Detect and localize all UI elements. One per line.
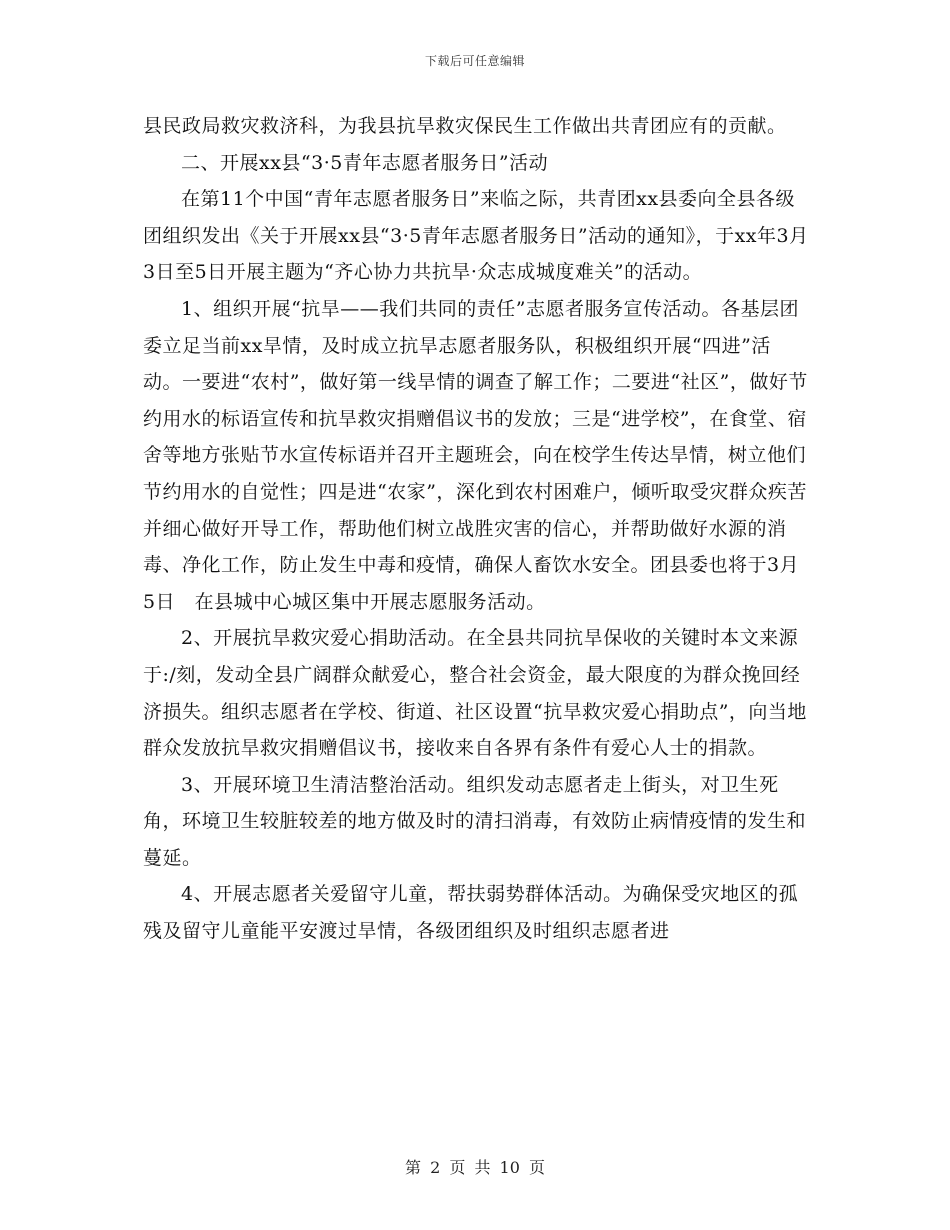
document-body <box>143 108 809 950</box>
paragraph: 2、开展抗旱救灾爱心捐助活动。在全县共同抗旱保收的关键时本文来源于:/刻，发动全县广阔群众献爱心，整合社会资金，最大限度的为群众挽回经济损失。组织志愿者在学校、街道、社区设置“抗旱救灾爱心捐助点”，向当地群众发放抗旱救灾捐赠倡议书，接收来自各界有条件有爱心人士的捐款。 <box>143 627 807 760</box>
paragraph: 4、开展志愿者关爱留守儿童，帮扶弱势群体活动。为确保受灾地区的孤残及留守儿童能平安渡过旱情，各级团组织及时组织志愿者进 <box>143 883 799 943</box>
paragraph-continuation: 县民政局救灾救济科，为我县抗旱救灾保民生工作做出共青团应有的贡献。 <box>143 115 787 137</box>
page-header: 下载后可任意编辑 <box>424 54 525 68</box>
paragraph: 在第11个中国“青年志愿者服务日”来临之际，共青团xx县委向全县各级团组织发出《关于开展xx县“3·5青年志愿者服务日”活动的通知》，于xx年3月3日至5日开展主题为“齐心协力共抗旱·众志成城度难关”的活动。 <box>143 188 809 284</box>
page-footer: 第 2 页 共 10 页 <box>405 1158 545 1177</box>
section-heading: 二、开展xx县“3·5青年志愿者服务日”活动 <box>181 151 549 174</box>
paragraph: 1、组织开展“抗旱——我们共同的责任”志愿者服务宣传活动。各基层团委立足当前xx旱情，及时成立抗旱志愿者服务队，积极组织开展“四进”活动。一要进“农村”，做好第一线旱情的调查了解工作；二要进“社区”，做好节约用水的标语宣传和抗旱救灾捐赠倡议书的发放；三是“进学校”，在食堂、宿舍等地方张贴节水宣传标语并召开主题班会，向在校学生传达旱情，树立他们节约用水的自觉性；四是进“农家”，深化到农村困难户，倾听取受灾群众疾苦并细心做好开导工作，帮助他们树立战胜灾害的信心，并帮助做好水源的消毒、净化工作，防止发生中毒和疫情，确保人畜饮水安全。团县委也将于3月5日 在县城中心城区集中开展志愿服务活动。 <box>143 297 808 613</box>
paragraph: 3、开展环境卫生清洁整治活动。组织发动志愿者走上街头，对卫生死角，环境卫生较脏较差的地方做及时的清扫消毒，有效防止病情疫情的发生和蔓延。 <box>143 773 807 869</box>
